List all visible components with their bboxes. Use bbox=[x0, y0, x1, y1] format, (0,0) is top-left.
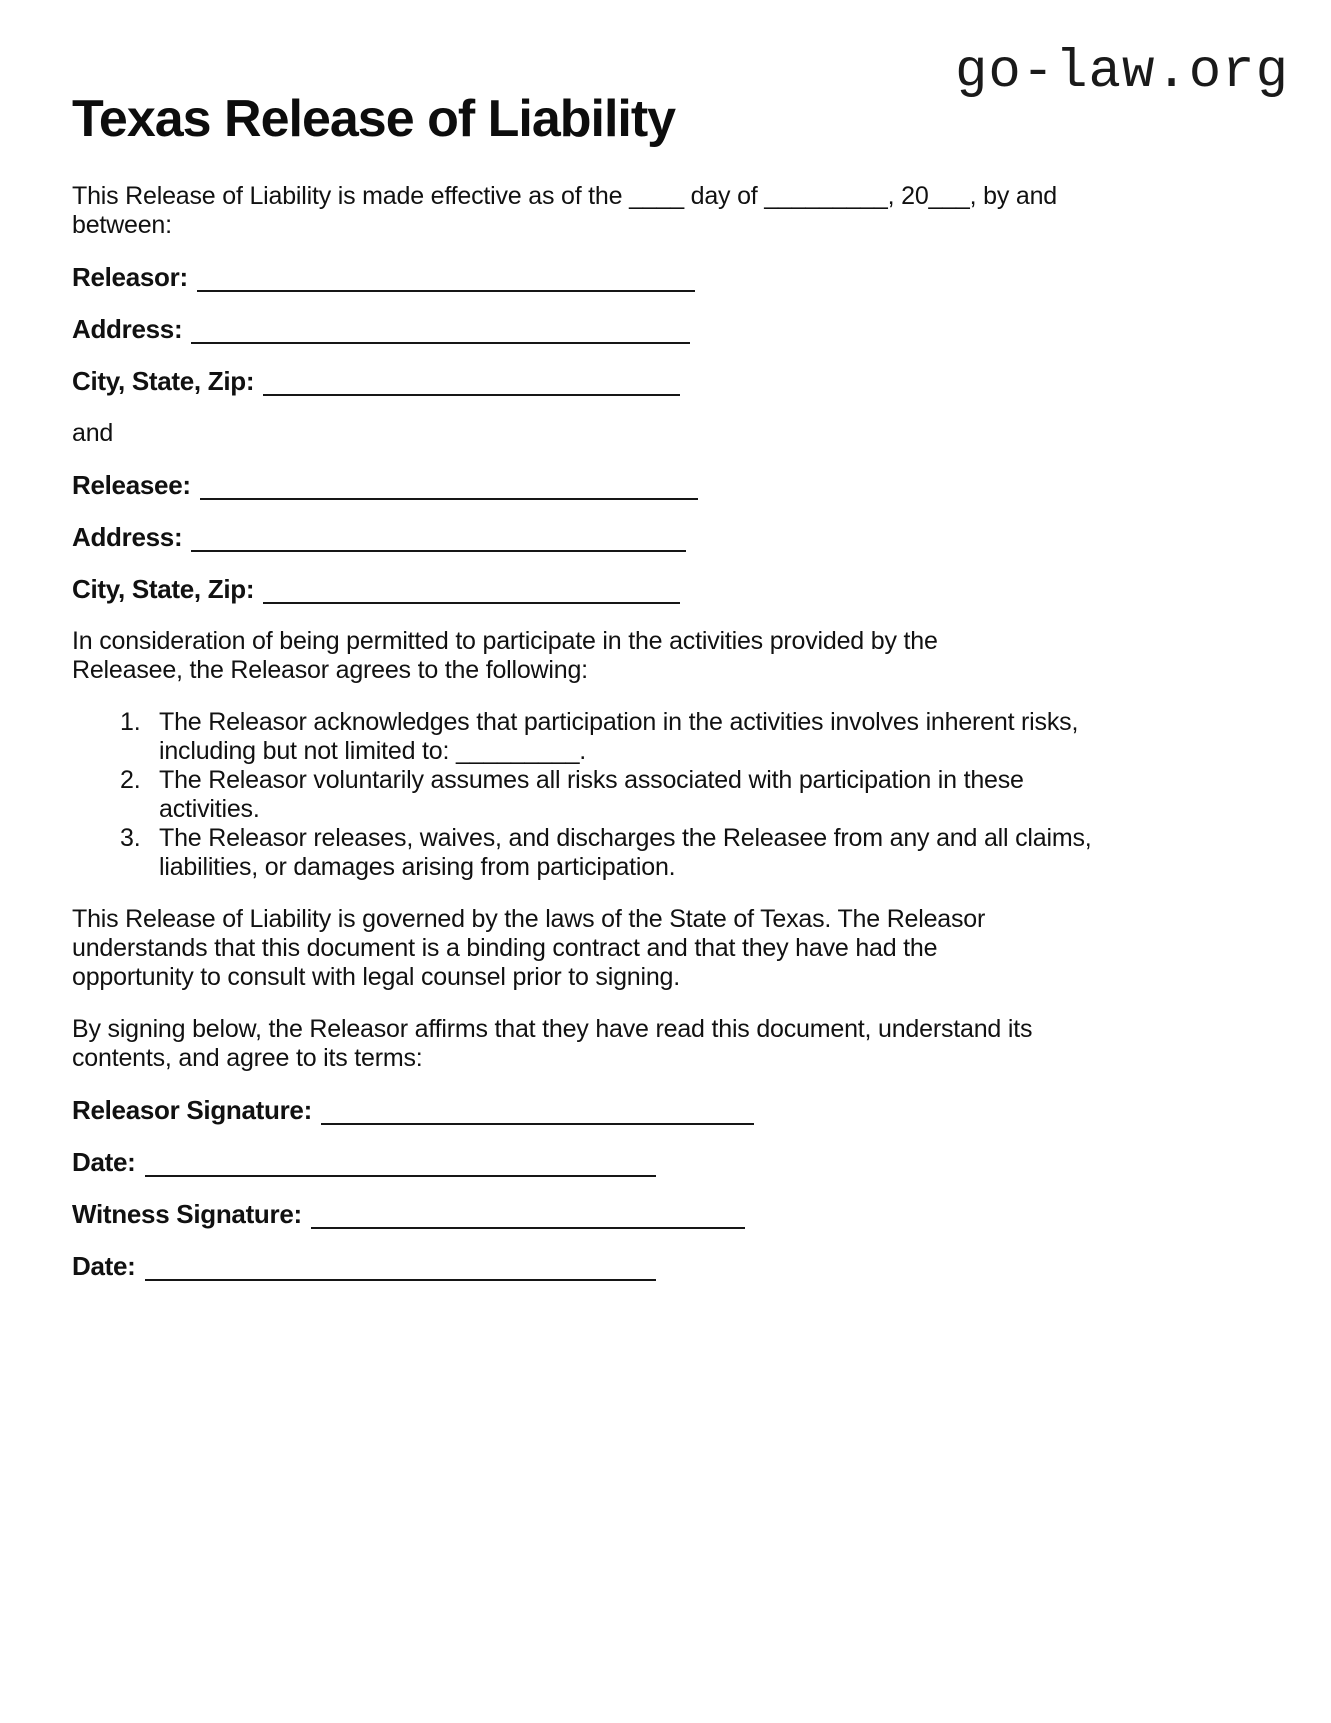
intro-paragraph: This Release of Liability is made effective as of the ____ day of _________, 20___, by and between: bbox=[72, 182, 1057, 239]
releasee-label: Releasee: bbox=[72, 470, 191, 500]
term-item bbox=[120, 708, 1202, 766]
releasor-fill-line bbox=[197, 265, 695, 292]
releasee-city-state-zip-field-row bbox=[72, 575, 680, 604]
releasor-field-row bbox=[72, 263, 695, 292]
site-logo: go-law.org bbox=[954, 42, 1289, 103]
term-number: 3. bbox=[120, 824, 141, 852]
releasor-date-field-row bbox=[72, 1148, 656, 1177]
releasee-fill-line bbox=[200, 473, 698, 500]
releasor-address-field-row bbox=[72, 315, 690, 344]
consideration-paragraph: In consideration of being permitted to participate in the activities provided by the Releasee, the Releasor agrees to the following: bbox=[72, 627, 938, 684]
releasee-city-state-zip-fill-line bbox=[263, 577, 680, 604]
address-label: Address: bbox=[72, 314, 183, 344]
city-state-zip-label: City, State, Zip: bbox=[72, 366, 255, 396]
governing-law-paragraph: This Release of Liability is governed by the laws of the State of Texas. The Releasor understands that this document is a binding contract and that they have had the opportunity to consult with legal counsel prior to signing. bbox=[72, 905, 986, 991]
witness-date-fill-line bbox=[145, 1254, 656, 1281]
date-label: Date: bbox=[72, 1147, 136, 1177]
term-number: 1. bbox=[120, 708, 141, 736]
releasee-address-fill-line bbox=[191, 525, 686, 552]
term-item bbox=[120, 766, 1202, 824]
term-item bbox=[120, 824, 1202, 882]
releasor-signature-fill-line bbox=[321, 1098, 754, 1125]
address-label: Address: bbox=[72, 522, 183, 552]
releasor-signature-label: Releasor Signature: bbox=[72, 1095, 312, 1125]
releasor-city-state-zip-field-row bbox=[72, 367, 680, 396]
releasor-city-state-zip-fill-line bbox=[263, 369, 680, 396]
term-text: The Releasor voluntarily assumes all risks associated with participation in these activities. bbox=[159, 766, 1024, 823]
releasor-date-fill-line bbox=[145, 1150, 656, 1177]
releasor-signature-field-row bbox=[72, 1096, 754, 1125]
releasor-address-fill-line bbox=[191, 317, 690, 344]
releasee-address-field-row bbox=[72, 523, 686, 552]
releasor-label: Releasor: bbox=[72, 262, 188, 292]
date-label: Date: bbox=[72, 1251, 136, 1281]
witness-signature-fill-line bbox=[311, 1202, 745, 1229]
affirmation-paragraph: By signing below, the Releasor affirms that they have read this document, understand its contents, and agree to its terms: bbox=[72, 1015, 1033, 1072]
releasee-field-row bbox=[72, 471, 698, 500]
connector-text: and bbox=[72, 419, 114, 447]
city-state-zip-label: City, State, Zip: bbox=[72, 574, 255, 604]
witness-date-field-row bbox=[72, 1252, 656, 1281]
page-title: Texas Release of Liability bbox=[72, 90, 676, 148]
witness-signature-field-row bbox=[72, 1200, 745, 1229]
witness-signature-label: Witness Signature: bbox=[72, 1199, 302, 1229]
term-text: The Releasor releases, waives, and discharges the Releasee from any and all claims, liabilities, or damages arising from participation. bbox=[159, 824, 1092, 881]
term-text: The Releasor acknowledges that participation in the activities involves inherent risks, including but not limited to: _________. bbox=[159, 708, 1079, 765]
term-number: 2. bbox=[120, 766, 141, 794]
terms-list bbox=[120, 708, 1202, 882]
